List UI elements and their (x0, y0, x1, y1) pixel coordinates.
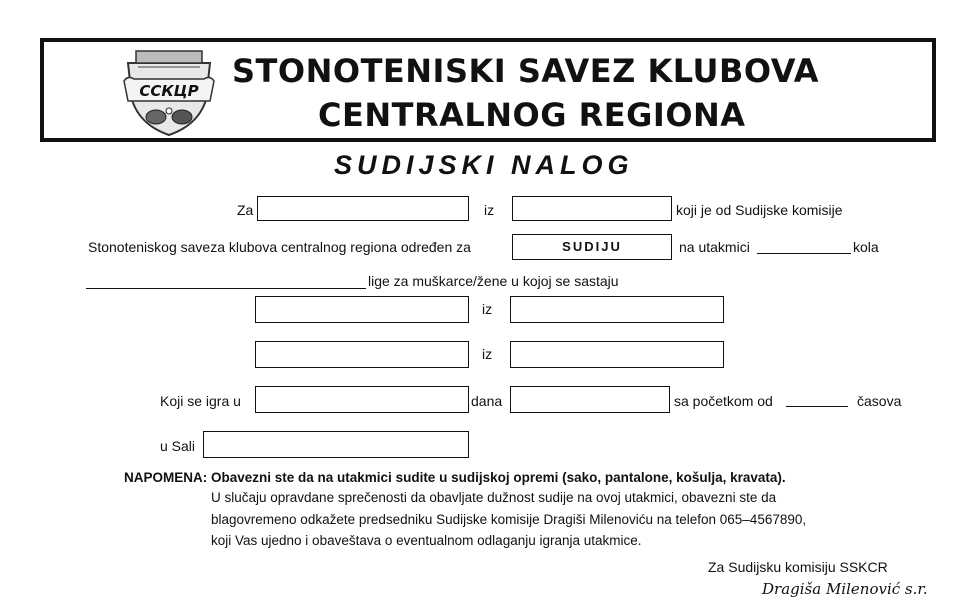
label-na-utakmici: na utakmici (679, 239, 750, 255)
label-koji-se-igra: Koji se igra u (160, 393, 241, 409)
referee-name-field[interactable] (257, 196, 469, 221)
federation-logo (118, 45, 220, 137)
label-iz: iz (484, 202, 495, 218)
start-time-line[interactable] (786, 406, 848, 407)
league-line[interactable] (86, 288, 366, 289)
round-number-line[interactable] (757, 253, 851, 254)
note-bold-line: Obavezni ste da na utakmici sudite u sudijskoj opremi (sako, pantalone, košulja, kravata). (211, 470, 786, 485)
org-name-line1: STONOTENISKI SAVEZ KLUBOVA (232, 52, 820, 90)
label-iz-away: iz (482, 346, 493, 362)
label-casova: časova (857, 393, 902, 409)
label-iz-home: iz (482, 301, 493, 317)
label-u-sali: u Sali (160, 438, 196, 454)
away-team-field[interactable] (255, 341, 469, 368)
note-line-3: blagovremeno odkažete predsedniku Sudijske komisije Dragiši Milenoviću na telefon 065–4567890, (211, 512, 807, 527)
label-saveza: Stonoteniskog saveza klubova centralnog regiona određen za (88, 239, 471, 255)
home-team-field[interactable] (255, 296, 469, 323)
note-label: NAPOMENA: (124, 470, 208, 485)
label-dana: dana (471, 393, 503, 409)
document-title: SUDIJSKI NALOG (334, 150, 634, 180)
commission-label: Za Sudijsku komisiju SSKCR (708, 559, 888, 575)
label-koji-je: koji je od Sudijske komisije (676, 202, 843, 218)
home-team-city-field[interactable] (510, 296, 724, 323)
signature: Dragiša Milenović s.r. (762, 580, 928, 598)
away-team-city-field[interactable] (510, 341, 724, 368)
org-name-line2: CENTRALNOG REGIONA (318, 96, 746, 134)
venue-field[interactable] (255, 386, 469, 413)
label-za: Za (237, 202, 254, 218)
hall-field[interactable] (203, 431, 469, 458)
note-line-4: koji Vas ujedno i obaveštava o eventualnom odlaganju igranja utakmice. (211, 533, 642, 548)
label-kola: kola (853, 239, 879, 255)
logo-text: ССКЦР (139, 82, 199, 100)
label-sa-pocetkom: sa početkom od (674, 393, 773, 409)
referee-city-field[interactable] (512, 196, 672, 221)
label-lige: lige za muškarce/žene u kojoj se sastaju (368, 273, 619, 289)
role-box: SUDIJU (512, 234, 672, 260)
note-line-2: U slučaju opravdane sprečenosti da obavljate dužnost sudije na ovoj utakmici, obavezni ste da (211, 490, 777, 505)
date-field[interactable] (510, 386, 670, 413)
